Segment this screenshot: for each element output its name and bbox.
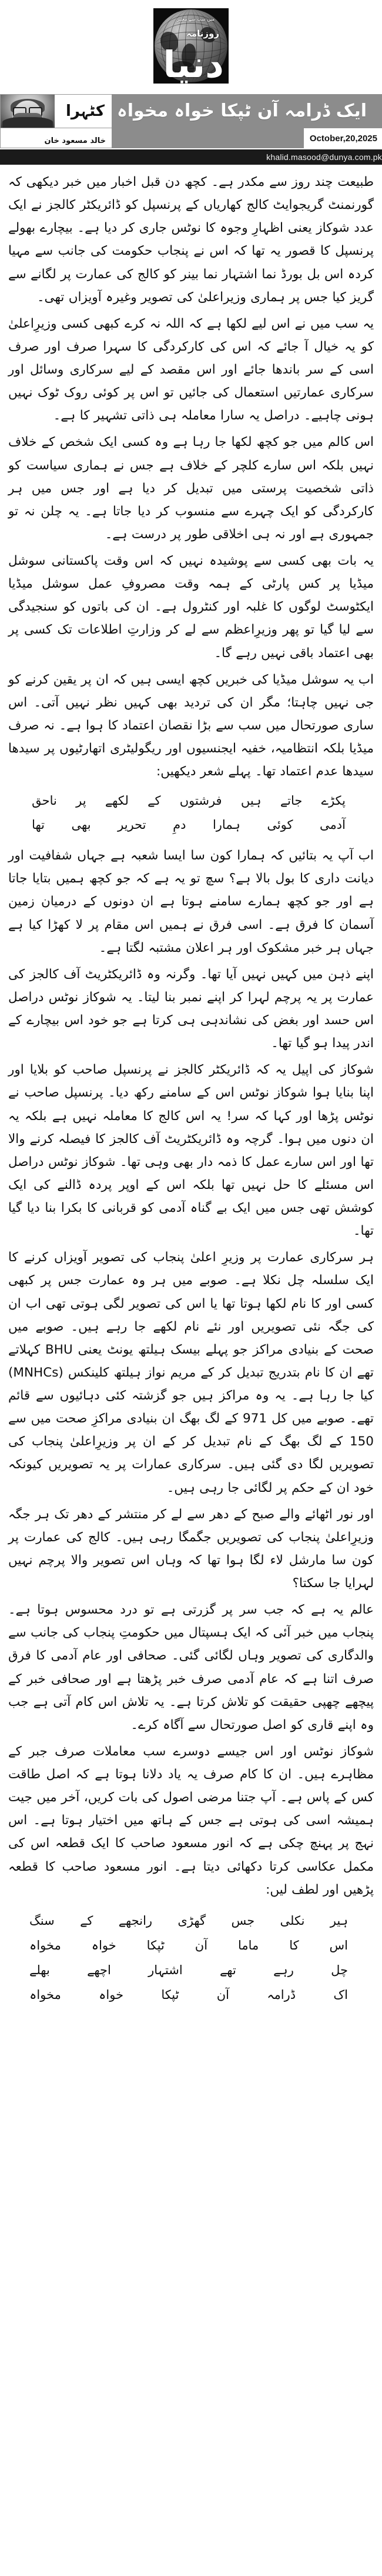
paragraph: شوکاز کی اپیل یہ کہ ڈائریکٹر کالجز نے پرنسپل صاحب کو بلایا اور اپنا بنایا ہوا شوکاز نوٹس اس کے سامنے رکھ دیا۔ پرنسپل صاحب نے نوٹس پڑھا اور کہا کہ سر! یہ اس کالج کا معاملہ نہیں ہے بلکہ یہ ان دنوں میں ہوا۔ گرچہ وہ ڈائریکٹریٹ آف کالجز کا فیصلہ کرنے والا تھا اور اس سارے عمل کا ذمہ دار بھی وہی تھا۔ شوکاز نوٹس دراصل اس مسئلے کا حل نہیں تھا بلکہ اس کے اوپر پردہ ڈالنے کی ایک کوشش تھی جس میں ایک بے گناہ آدمی کو قربانی کا بکرا بنا دیا گیا تھا۔ xyxy=(8,1062,374,1239)
verse-word: بھی xyxy=(71,818,91,832)
qata-word: رہے xyxy=(273,1962,294,1977)
qata-word: اچھے xyxy=(87,1962,111,1977)
publication-date: October,20,2025 xyxy=(304,128,382,148)
qata-word: آن xyxy=(195,1938,208,1952)
qata-word: بھلے xyxy=(29,1962,50,1977)
verse-word: تھا xyxy=(32,818,45,832)
globe-icon xyxy=(155,9,227,82)
verse-word: ہمارا xyxy=(212,818,240,832)
qata-word: گھڑی xyxy=(177,1913,206,1928)
author-photo xyxy=(1,95,55,128)
qata-word: ٹپکا xyxy=(146,1938,165,1952)
verse-word: پر xyxy=(76,794,86,808)
byline-cell xyxy=(0,128,112,148)
verse-block-ghalib xyxy=(8,789,374,837)
paragraph: عالم یہ ہے کہ جب سر پر گزرتی ہے تو درد محسوس ہوتا ہے۔ پنجاب میں خبر آئی کہ ایک ہسپتال میں حکومتِ پنجاب کی جانب سے والدگاری کی تصویر وہاں لگائی گئی۔ صحافی اور عام آدمی کا فرق صرف اتنا ہے کہ عام آدمی صرف خبر پڑھتا ہے اور صحافی خبر کے پیچھے چھپی حقیقت کو تلاش کرتا ہے۔ یہ تلاش اس کام آتی ہے جب وہ اپنے قاری کو اصل صورتحال سے آگاہ کرے۔ xyxy=(8,1602,374,1732)
paragraph: ہر سرکاری عمارت پر وزیرِ اعلیٰ پنجاب کی تصویر آویزاں کرنے کا ایک سلسلہ چل نکلا ہے۔ صوبے میں ہر وہ عمارت جس پر کبھی کسی اور کا نام لکھا ہوتا تھا یا اس کی تصویر لگی ہوتی تھی اب ان کی جگہ نئی تصویریں اور نئے نام لکھے جا رہے ہیں۔ صوبے میں صحت کے بنیادی مراکز جو پہلے بیسک ہیلتھ یونٹ یعنی BHU کہلاتے تھے ان کا نام بتدریج تبدیل کر کے مریم نواز ہیلتھ کلینکس (MNHCs) کیا جا رہا ہے۔ یہ وہ مراکز ہیں جو گزشتہ کئی دہائیوں سے قائم تھے۔ صوبے میں کل 971 کے لگ بھگ ان بنیادی مراکزِ صحت میں سے 150 کے لگ بھگ کے نام تبدیل کر کے ان پر وزیرِاعلیٰ پنجاب کی تصویریں لگا دی گئی ہیں۔ سرکاری عمارات پر یہ تصویریں کیونکہ خود ان کے حکم پر لگائی جا رہی ہیں۔ xyxy=(8,1250,374,1495)
qata-word: خواہ xyxy=(91,1938,116,1952)
qata-word: اشتہار xyxy=(148,1962,183,1977)
qata-word: اک xyxy=(333,1987,348,2002)
verse-word: فرشتوں xyxy=(179,794,222,808)
qata-word: تھے xyxy=(220,1962,236,1977)
logo-title: دنیا xyxy=(163,43,224,84)
qata-word: اس xyxy=(329,1938,348,1952)
verse-word: جاتے xyxy=(280,794,303,808)
verse-word: ہیں xyxy=(240,794,262,808)
verse-word: لکھے xyxy=(105,794,129,808)
qata-word: کے xyxy=(80,1913,93,1928)
newspaper-logo[interactable] xyxy=(153,8,229,84)
paragraph: اب یہ سوشل میڈیا کی خبریں کچھ ایسی ہیں کہ ان پر یقین کرنے کو جی نہیں چاہتا؛ مگر ان کی تردید بھی کہیں نظر نہیں آتی۔ اس ساری صورتحال میں سب سے بڑا نقصان اعتماد کا ہوا ہے۔ نہ صرف میڈیا بلکہ انتظامیہ، خفیہ ایجنسیوں اور ریگولیٹری اتھارٹیوں پر سیدھا سیدھا عدم اعتماد تھا۔ پہلے شعر دیکھیں: xyxy=(8,672,374,779)
paragraph: اور نور اٹھائے والے صبح کے دھر سے لے کر منتشر کے دھر تک ہر جگہ وزیرِاعلیٰ پنجاب کی تصویریں جگمگا رہی ہیں۔ کالج کی عمارت پر کون سا مارشل لاء لگا ہوا تھا کہ وہاں اس تصویر والا پرچم نہیں لہرایا جا سکتا؟ xyxy=(8,1507,374,1591)
verse-word: پکڑے xyxy=(321,794,346,808)
logo-kicker: روزنامہ xyxy=(186,28,219,39)
qata-line xyxy=(8,1908,374,1933)
verse-word: تحریر xyxy=(118,818,146,832)
verse-word: کے xyxy=(148,794,161,808)
column-brand-cell xyxy=(0,94,112,128)
paragraph: یہ بات بھی کسی سے پوشیدہ نہیں کہ اس وقت پاکستانی سوشل میڈیا پر کس پارٹی کے ہمہ وقت مصروفِ عمل سوشل میڈیا ایکٹوسٹ لوگوں کا غلبہ اور کنٹرول ہے۔ ان کی باتوں کو سنجیدگی سے لیا گیا تو پھر وزیرِاعظم سے لے کر وزارتِ اطلاعات تک کسی پر بھی اعتماد باقی نہیں رہے گا۔ xyxy=(8,554,374,661)
qata-word: آن xyxy=(216,1987,229,2002)
title-background xyxy=(112,94,382,128)
verse-word: ناحق xyxy=(32,794,57,808)
paragraph: اس کالم میں جو کچھ لکھا جا رہا ہے وہ کسی ایک شخص کے خلاف نہیں بلکہ اس سارے کلچر کے خلاف ہے جس نے ہماری سیاست کو ذاتی شخصیت پرستی میں تبدیل کر دیا ہے اور جس میں ہر کارکردگی کو ایک چہرے سے منسوب کر دیا جاتا ہے۔ یہ چلن نہ تو جمہوری ہے اور نہ ہی اخلاقی طور پر درست ہے۔ xyxy=(8,435,374,542)
paragraph: اب آپ یہ بتائیں کہ ہمارا کون سا ایسا شعبہ ہے جہاں شفافیت اور دیانت داری کا بول بالا ہے؟ سچ تو یہ ہے کہ جو کچھ ہمیں بتایا جاتا ہے اور جو کچھ ہمارے سامنے ہوتا ہے ان دونوں کے درمیان زمین آسمان کا فرق ہے۔ اسی فرق نے ہمیں اس مقام پر لا کھڑا کیا ہے جہاں ہر خبر مشکوک اور ہر اعلان مشتبہ لگتا ہے۔ xyxy=(8,848,374,955)
verse-line xyxy=(8,789,374,813)
date-row xyxy=(0,128,382,148)
qata-word: ماما xyxy=(237,1938,259,1952)
qata-word: کا xyxy=(289,1938,299,1952)
article-body xyxy=(0,165,382,2064)
title-bar xyxy=(0,94,382,128)
qata-word: مخواہ xyxy=(29,1987,61,2002)
column-brand-label: کٹہرا xyxy=(65,102,105,120)
qata-line xyxy=(8,1982,374,2007)
qata-block-anwar-masood xyxy=(8,1908,374,2007)
verse-word: دمِ xyxy=(173,818,186,832)
verse-line xyxy=(8,813,374,837)
qata-line xyxy=(8,1958,374,1982)
qata-word: نکلی xyxy=(280,1913,305,1928)
qata-word: ڈرامہ xyxy=(267,1987,296,2002)
paragraph: اپنے ذہن میں کہیں نہیں آیا تھا۔ وگرنہ وہ ڈائریکٹریٹ آف کالجز کی عمارت پر یہ پرچم لہرا کر اپنے نمبر بنا لیتا۔ یہ شوکاز نوٹس دراصل اس حسد اور بغض کی نشاندہی ہی کرتا ہے جو خود اس بیچارے کے اندر پیدا ہو گیا تھا۔ xyxy=(8,967,374,1051)
qata-line xyxy=(8,1933,374,1958)
author-email[interactable]: khalid.masood@dunya.com.pk xyxy=(266,152,382,162)
page-title: ایک ڈرامہ آن ٹپکا خواہ مخواہ xyxy=(117,101,367,122)
qata-word: مخواہ xyxy=(29,1938,61,1952)
email-bar xyxy=(0,149,382,165)
qata-word: خواہ xyxy=(99,1987,124,2002)
qata-word: سنگ xyxy=(29,1913,55,1928)
qata-word: چل xyxy=(331,1962,348,1977)
paragraph: شوکاز نوٹس اور اس جیسے دوسرے سب معاملات صرف جبر کے مظاہرے ہیں۔ ان کا کام صرف یہ یاد دلانا ہوتا ہے کہ اصل طاقت کس کے پاس ہے۔ آپ جتنا مرضی اصول کی بات کریں، آخر میں جیت ہمیشہ اسی کی ہوتی ہے جس کے ہاتھ میں اختیار ہوتا ہے۔ اس نہج پر پہنچ چکی ہے کہ انور مسعود صاحب کا ایک قطعہ اس کی مکمل عکاسی کرتا دکھائی دیتا ہے۔ انور مسعود صاحب کا قطعہ پڑھیں اور لطف لیں: xyxy=(8,1744,374,1897)
paragraph: یہ سب میں نے اس لیے لکھا ہے کہ اللہ نہ کرے کبھی کسی وزیرِاعلیٰ کو یہ خیال آ جائے کہ اس کی کارکردگی کا سہرا صرف اور صرف اسی کے سر باندھا جائے اور اس مقصد کے لیے سرکاری وسائل اور سرکاری عمارتیں استعمال کی جائیں تو اس پر کوئی روک ٹوک نہیں ہونی چاہیے۔ دراصل یہ سارا معاملہ ہی ذاتی تشہیر کا ہے۔ xyxy=(8,316,374,424)
verse-word: آدمی xyxy=(320,818,346,832)
column-header xyxy=(0,94,382,165)
bottom-spacer xyxy=(8,2014,374,2050)
qata-word: جس xyxy=(231,1913,255,1928)
logo-tagline: میں سب سے معتبر xyxy=(177,16,215,22)
date-row-filler xyxy=(112,128,304,148)
verse-word: کوئی xyxy=(267,818,293,832)
masthead xyxy=(0,0,382,84)
qata-word: ہیر xyxy=(330,1913,348,1928)
paragraph: طبیعت چند روز سے مکدر ہے۔ کچھ دن قبل اخبار میں خبر دیکھی کہ گورنمنٹ گریجوایٹ کالج کھاریاں کے پرنسپل کو ڈائریکٹر کالجز نے ایک عدد شوکاز یعنی اظہارِ وجوہ کا نوٹس جاری کر دیا ہے۔ بیچارے بھولے پرنسپل کا قصور یہ تھا کہ اس نے پنجاب حکومت کی جانب سے مہیا کردہ اس بل بورڈ نما اشتہار نما بینر کو کالج کی عمارت پر لگانے سے گریز کیا جس پر ہماری وزیراعلیٰ کی تصویر وغیرہ آویزاں تھی۔ xyxy=(8,175,374,305)
qata-word: رانجھے xyxy=(118,1913,153,1928)
author-name: خالد مسعود خان xyxy=(44,136,106,145)
qata-word: ٹپکا xyxy=(161,1987,179,2002)
